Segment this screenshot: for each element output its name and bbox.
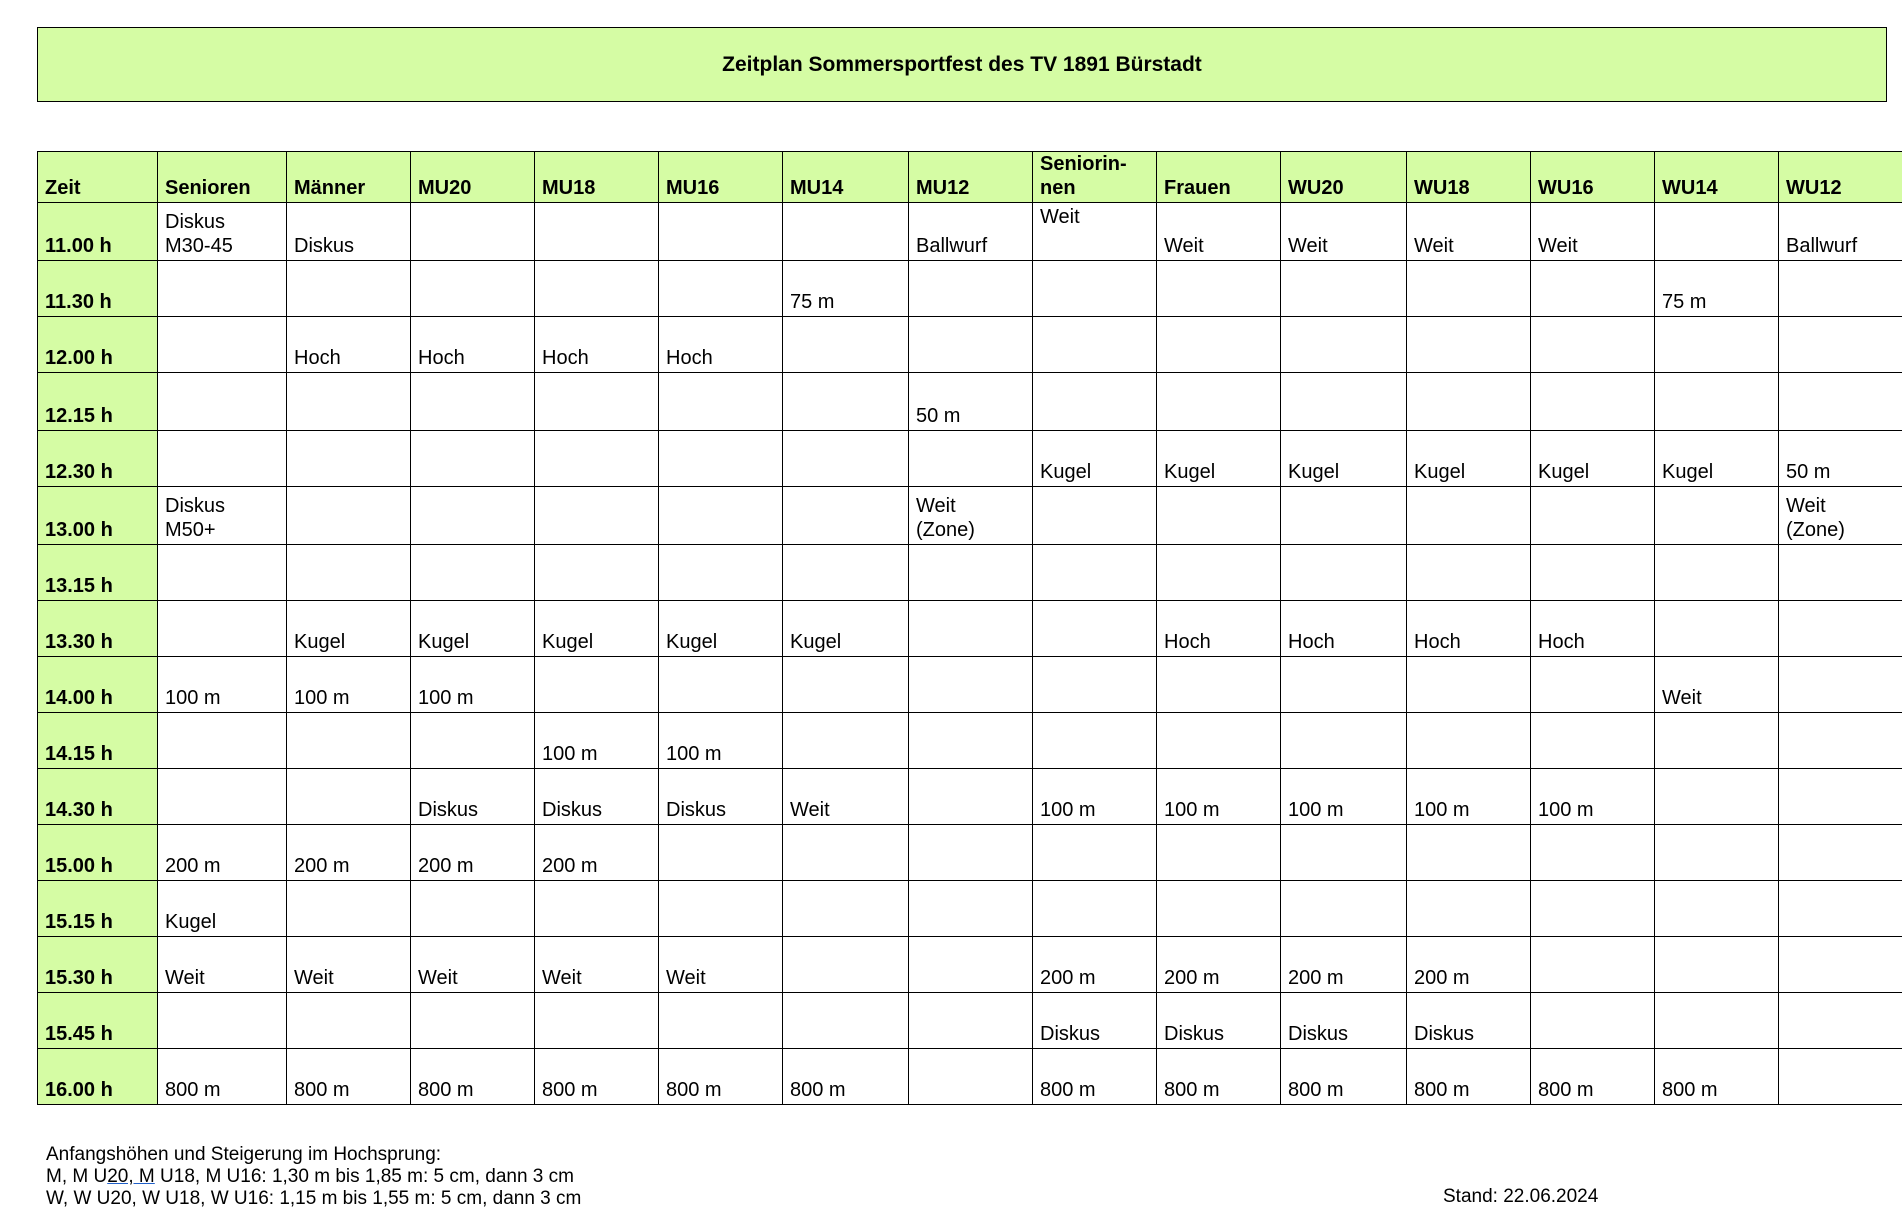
event-cell bbox=[783, 881, 909, 937]
table-row bbox=[38, 431, 1902, 487]
event-cell bbox=[411, 713, 535, 769]
event-cell: Hoch bbox=[1157, 601, 1281, 657]
event-cell bbox=[1655, 487, 1779, 545]
event-cell: Weit bbox=[1407, 203, 1531, 261]
event-cell bbox=[411, 261, 535, 317]
event-cell: 800 m bbox=[1655, 1049, 1779, 1105]
table-row bbox=[38, 317, 1902, 373]
table-row bbox=[38, 1049, 1902, 1105]
event-cell bbox=[1779, 769, 1902, 825]
event-cell bbox=[1655, 993, 1779, 1049]
event-cell: Diskus bbox=[287, 203, 411, 261]
event-cell: 100 m bbox=[1281, 769, 1407, 825]
event-cell bbox=[535, 545, 659, 601]
table-row bbox=[38, 769, 1902, 825]
time-cell: 14.00 h bbox=[38, 657, 158, 713]
event-cell bbox=[909, 937, 1033, 993]
time-cell: 15.00 h bbox=[38, 825, 158, 881]
event-cell: Diskus M50+ bbox=[158, 487, 287, 545]
event-cell bbox=[909, 261, 1033, 317]
event-cell bbox=[1033, 545, 1157, 601]
event-cell: Kugel bbox=[659, 601, 783, 657]
event-cell bbox=[909, 431, 1033, 487]
event-cell bbox=[659, 545, 783, 601]
event-cell bbox=[158, 993, 287, 1049]
event-cell bbox=[158, 317, 287, 373]
event-cell: Hoch bbox=[1531, 601, 1655, 657]
event-cell: 800 m bbox=[535, 1049, 659, 1105]
event-cell bbox=[1531, 657, 1655, 713]
event-cell bbox=[659, 431, 783, 487]
event-cell: 800 m bbox=[783, 1049, 909, 1105]
event-cell bbox=[1281, 545, 1407, 601]
table-body bbox=[38, 203, 1902, 1105]
event-cell: Weit bbox=[1531, 203, 1655, 261]
event-cell: Kugel bbox=[287, 601, 411, 657]
event-cell: Kugel bbox=[1655, 431, 1779, 487]
table-row bbox=[38, 373, 1902, 431]
event-cell bbox=[909, 317, 1033, 373]
time-cell: 15.15 h bbox=[38, 881, 158, 937]
event-cell: 800 m bbox=[1157, 1049, 1281, 1105]
footer-notes bbox=[46, 1144, 1246, 1210]
event-cell: 200 m bbox=[535, 825, 659, 881]
event-cell bbox=[783, 487, 909, 545]
footer-heading: Anfangshöhen und Steigerung im Hochsprung: bbox=[46, 1144, 1246, 1166]
event-cell: Kugel bbox=[535, 601, 659, 657]
event-cell: Ballwurf bbox=[909, 203, 1033, 261]
event-cell bbox=[287, 261, 411, 317]
event-cell bbox=[1779, 937, 1902, 993]
table-row bbox=[38, 937, 1902, 993]
event-cell bbox=[1531, 373, 1655, 431]
column-header: Seniorin- nen bbox=[1033, 152, 1157, 203]
event-cell bbox=[1655, 317, 1779, 373]
event-cell: 100 m bbox=[1407, 769, 1531, 825]
event-cell bbox=[783, 431, 909, 487]
column-header: Zeit bbox=[38, 152, 158, 203]
event-cell bbox=[287, 373, 411, 431]
event-cell bbox=[411, 881, 535, 937]
event-cell bbox=[1033, 825, 1157, 881]
event-cell bbox=[1281, 261, 1407, 317]
event-cell: 75 m bbox=[783, 261, 909, 317]
event-cell bbox=[909, 769, 1033, 825]
event-cell bbox=[158, 601, 287, 657]
event-cell bbox=[1033, 373, 1157, 431]
event-cell: Hoch bbox=[1281, 601, 1407, 657]
event-cell: 50 m bbox=[909, 373, 1033, 431]
column-header: WU12 bbox=[1779, 152, 1902, 203]
event-cell bbox=[535, 993, 659, 1049]
footer-line-men: M, M U20, M U18, M U16: 1,30 m bis 1,85 m: 5 cm, dann 3 cm bbox=[46, 1166, 1246, 1188]
event-cell bbox=[535, 487, 659, 545]
event-cell bbox=[158, 713, 287, 769]
event-cell: 100 m bbox=[659, 713, 783, 769]
column-header: WU18 bbox=[1407, 152, 1531, 203]
event-cell: Hoch bbox=[535, 317, 659, 373]
event-cell bbox=[1281, 825, 1407, 881]
event-cell bbox=[783, 545, 909, 601]
event-cell: Diskus bbox=[1157, 993, 1281, 1049]
event-cell bbox=[1033, 713, 1157, 769]
page-title: Zeitplan Sommersportfest des TV 1891 Bürstadt bbox=[37, 27, 1887, 102]
stand-date: Stand: 22.06.2024 bbox=[1443, 1186, 1598, 1208]
event-cell: 200 m bbox=[1281, 937, 1407, 993]
table-row bbox=[38, 657, 1902, 713]
table-row bbox=[38, 713, 1902, 769]
event-cell bbox=[1531, 713, 1655, 769]
event-cell: Diskus bbox=[1407, 993, 1531, 1049]
event-cell: Weit bbox=[1281, 203, 1407, 261]
event-cell: Weit bbox=[783, 769, 909, 825]
event-cell: Weit bbox=[535, 937, 659, 993]
event-cell bbox=[909, 993, 1033, 1049]
event-cell bbox=[1281, 713, 1407, 769]
event-cell bbox=[1281, 881, 1407, 937]
event-cell bbox=[1655, 881, 1779, 937]
event-cell: 800 m bbox=[287, 1049, 411, 1105]
time-cell: 16.00 h bbox=[38, 1049, 158, 1105]
event-cell bbox=[1407, 373, 1531, 431]
event-cell bbox=[783, 657, 909, 713]
table-row bbox=[38, 203, 1902, 261]
event-cell bbox=[1531, 261, 1655, 317]
event-cell bbox=[1779, 657, 1902, 713]
event-cell bbox=[1531, 317, 1655, 373]
event-cell: Kugel bbox=[1407, 431, 1531, 487]
event-cell bbox=[1407, 487, 1531, 545]
event-cell bbox=[909, 601, 1033, 657]
table-row bbox=[38, 825, 1902, 881]
event-cell: Weit bbox=[287, 937, 411, 993]
event-cell: 100 m bbox=[1531, 769, 1655, 825]
event-cell bbox=[1655, 713, 1779, 769]
column-header: Senioren bbox=[158, 152, 287, 203]
column-header: MU20 bbox=[411, 152, 535, 203]
event-cell bbox=[909, 881, 1033, 937]
event-cell bbox=[1779, 713, 1902, 769]
time-cell: 13.00 h bbox=[38, 487, 158, 545]
event-cell bbox=[1281, 487, 1407, 545]
event-cell bbox=[1033, 601, 1157, 657]
event-cell bbox=[1407, 317, 1531, 373]
time-cell: 14.30 h bbox=[38, 769, 158, 825]
event-cell: Weit (Zone) bbox=[1779, 487, 1902, 545]
event-cell bbox=[659, 825, 783, 881]
event-cell bbox=[411, 993, 535, 1049]
event-cell bbox=[1531, 487, 1655, 545]
event-cell bbox=[1157, 825, 1281, 881]
event-cell: Diskus bbox=[535, 769, 659, 825]
event-cell bbox=[659, 657, 783, 713]
column-header: MU14 bbox=[783, 152, 909, 203]
event-cell bbox=[411, 203, 535, 261]
event-cell: 75 m bbox=[1655, 261, 1779, 317]
event-cell: Kugel bbox=[1033, 431, 1157, 487]
event-cell bbox=[1779, 825, 1902, 881]
event-cell: Hoch bbox=[659, 317, 783, 373]
event-cell: Hoch bbox=[411, 317, 535, 373]
event-cell: Weit bbox=[659, 937, 783, 993]
event-cell: Kugel bbox=[1281, 431, 1407, 487]
event-cell bbox=[1779, 1049, 1902, 1105]
event-cell bbox=[158, 545, 287, 601]
event-cell bbox=[783, 993, 909, 1049]
event-cell: 100 m bbox=[535, 713, 659, 769]
event-cell bbox=[1157, 373, 1281, 431]
event-cell: Weit bbox=[411, 937, 535, 993]
header-row bbox=[38, 152, 1902, 203]
table-row bbox=[38, 881, 1902, 937]
column-header: WU16 bbox=[1531, 152, 1655, 203]
time-cell: 11.00 h bbox=[38, 203, 158, 261]
event-cell bbox=[158, 373, 287, 431]
event-cell: Hoch bbox=[287, 317, 411, 373]
event-cell bbox=[909, 545, 1033, 601]
event-cell: 800 m bbox=[1033, 1049, 1157, 1105]
event-cell bbox=[1655, 373, 1779, 431]
event-cell bbox=[659, 373, 783, 431]
event-cell bbox=[1655, 825, 1779, 881]
event-cell: Diskus bbox=[1033, 993, 1157, 1049]
event-cell bbox=[1779, 601, 1902, 657]
event-cell bbox=[1033, 261, 1157, 317]
time-cell: 13.30 h bbox=[38, 601, 158, 657]
event-cell: Diskus M30-45 bbox=[158, 203, 287, 261]
event-cell: 200 m bbox=[158, 825, 287, 881]
column-header: MU12 bbox=[909, 152, 1033, 203]
event-cell bbox=[287, 881, 411, 937]
event-cell: 100 m bbox=[287, 657, 411, 713]
table-row bbox=[38, 487, 1902, 545]
time-cell: 12.00 h bbox=[38, 317, 158, 373]
time-cell: 13.15 h bbox=[38, 545, 158, 601]
event-cell bbox=[535, 373, 659, 431]
event-cell bbox=[158, 769, 287, 825]
event-cell bbox=[1157, 881, 1281, 937]
event-cell bbox=[1407, 261, 1531, 317]
event-cell bbox=[659, 487, 783, 545]
event-cell: Hoch bbox=[1407, 601, 1531, 657]
event-cell bbox=[1033, 657, 1157, 713]
event-cell bbox=[1655, 769, 1779, 825]
event-cell: 800 m bbox=[1281, 1049, 1407, 1105]
table-row bbox=[38, 993, 1902, 1049]
event-cell bbox=[1779, 317, 1902, 373]
event-cell bbox=[287, 487, 411, 545]
event-cell bbox=[783, 317, 909, 373]
event-cell: 200 m bbox=[1033, 937, 1157, 993]
event-cell bbox=[1281, 317, 1407, 373]
event-cell bbox=[1157, 487, 1281, 545]
event-cell bbox=[783, 203, 909, 261]
event-cell bbox=[287, 769, 411, 825]
event-cell bbox=[1655, 601, 1779, 657]
event-cell bbox=[535, 203, 659, 261]
event-cell bbox=[1531, 937, 1655, 993]
event-cell bbox=[1531, 825, 1655, 881]
event-cell: Kugel bbox=[783, 601, 909, 657]
event-cell: Weit bbox=[1033, 203, 1157, 261]
event-cell bbox=[158, 261, 287, 317]
event-cell: Kugel bbox=[1531, 431, 1655, 487]
event-cell bbox=[1655, 937, 1779, 993]
event-cell bbox=[1407, 881, 1531, 937]
event-cell bbox=[659, 881, 783, 937]
event-cell: Kugel bbox=[411, 601, 535, 657]
event-cell bbox=[1033, 881, 1157, 937]
event-cell bbox=[287, 993, 411, 1049]
event-cell bbox=[1407, 713, 1531, 769]
event-cell: 100 m bbox=[411, 657, 535, 713]
event-cell: 100 m bbox=[1033, 769, 1157, 825]
event-cell bbox=[158, 431, 287, 487]
event-cell bbox=[909, 713, 1033, 769]
event-cell: 200 m bbox=[411, 825, 535, 881]
time-cell: 15.45 h bbox=[38, 993, 158, 1049]
event-cell: 100 m bbox=[1157, 769, 1281, 825]
event-cell: 800 m bbox=[1531, 1049, 1655, 1105]
time-cell: 12.30 h bbox=[38, 431, 158, 487]
event-cell: Weit (Zone) bbox=[909, 487, 1033, 545]
event-cell: 200 m bbox=[1407, 937, 1531, 993]
event-cell: 200 m bbox=[1157, 937, 1281, 993]
event-cell bbox=[1157, 713, 1281, 769]
event-cell: Kugel bbox=[1157, 431, 1281, 487]
event-cell: Kugel bbox=[158, 881, 287, 937]
event-cell: 200 m bbox=[287, 825, 411, 881]
column-header: Frauen bbox=[1157, 152, 1281, 203]
event-cell bbox=[411, 545, 535, 601]
event-cell: 800 m bbox=[158, 1049, 287, 1105]
event-cell: Weit bbox=[1157, 203, 1281, 261]
event-cell bbox=[1655, 203, 1779, 261]
event-cell: Diskus bbox=[1281, 993, 1407, 1049]
event-cell bbox=[783, 937, 909, 993]
event-cell bbox=[287, 431, 411, 487]
event-cell bbox=[411, 487, 535, 545]
event-cell bbox=[1033, 487, 1157, 545]
event-cell: Diskus bbox=[659, 769, 783, 825]
event-cell: 800 m bbox=[411, 1049, 535, 1105]
event-cell bbox=[1157, 657, 1281, 713]
event-cell bbox=[1531, 881, 1655, 937]
event-cell bbox=[659, 203, 783, 261]
event-cell: Ballwurf bbox=[1779, 203, 1902, 261]
event-cell bbox=[783, 713, 909, 769]
event-cell bbox=[1407, 545, 1531, 601]
event-cell bbox=[1779, 993, 1902, 1049]
event-cell bbox=[1157, 261, 1281, 317]
event-cell bbox=[535, 431, 659, 487]
event-cell bbox=[1033, 317, 1157, 373]
event-cell bbox=[1407, 657, 1531, 713]
event-cell bbox=[659, 261, 783, 317]
event-cell: 50 m bbox=[1779, 431, 1902, 487]
schedule-table bbox=[37, 151, 1902, 1105]
event-cell bbox=[1779, 881, 1902, 937]
event-cell bbox=[535, 881, 659, 937]
event-cell: Weit bbox=[158, 937, 287, 993]
event-cell bbox=[1531, 545, 1655, 601]
event-cell bbox=[909, 825, 1033, 881]
event-cell bbox=[535, 657, 659, 713]
column-header: WU14 bbox=[1655, 152, 1779, 203]
event-cell bbox=[1531, 993, 1655, 1049]
event-cell bbox=[1281, 373, 1407, 431]
event-cell bbox=[1407, 825, 1531, 881]
event-cell bbox=[1157, 545, 1281, 601]
event-cell: Diskus bbox=[411, 769, 535, 825]
footer-line-women: W, W U20, W U18, W U16: 1,15 m bis 1,55 m: 5 cm, dann 3 cm bbox=[46, 1188, 1246, 1210]
event-cell: Weit bbox=[1655, 657, 1779, 713]
event-cell bbox=[659, 993, 783, 1049]
event-cell bbox=[1157, 317, 1281, 373]
table-row bbox=[38, 261, 1902, 317]
event-cell bbox=[909, 657, 1033, 713]
event-cell bbox=[1779, 261, 1902, 317]
event-cell bbox=[783, 373, 909, 431]
event-cell bbox=[1281, 657, 1407, 713]
event-cell bbox=[909, 1049, 1033, 1105]
event-cell bbox=[1779, 373, 1902, 431]
column-header: MU18 bbox=[535, 152, 659, 203]
event-cell bbox=[287, 545, 411, 601]
event-cell bbox=[1779, 545, 1902, 601]
table-row bbox=[38, 601, 1902, 657]
table-row bbox=[38, 545, 1902, 601]
column-header: MU16 bbox=[659, 152, 783, 203]
event-cell bbox=[411, 373, 535, 431]
event-cell: 100 m bbox=[158, 657, 287, 713]
event-cell: 800 m bbox=[659, 1049, 783, 1105]
event-cell bbox=[783, 825, 909, 881]
time-cell: 11.30 h bbox=[38, 261, 158, 317]
event-cell bbox=[535, 261, 659, 317]
column-header: WU20 bbox=[1281, 152, 1407, 203]
time-cell: 14.15 h bbox=[38, 713, 158, 769]
column-header: Männer bbox=[287, 152, 411, 203]
time-cell: 15.30 h bbox=[38, 937, 158, 993]
event-cell: 800 m bbox=[1407, 1049, 1531, 1105]
event-cell bbox=[411, 431, 535, 487]
event-cell bbox=[1655, 545, 1779, 601]
event-cell bbox=[287, 713, 411, 769]
time-cell: 12.15 h bbox=[38, 373, 158, 431]
